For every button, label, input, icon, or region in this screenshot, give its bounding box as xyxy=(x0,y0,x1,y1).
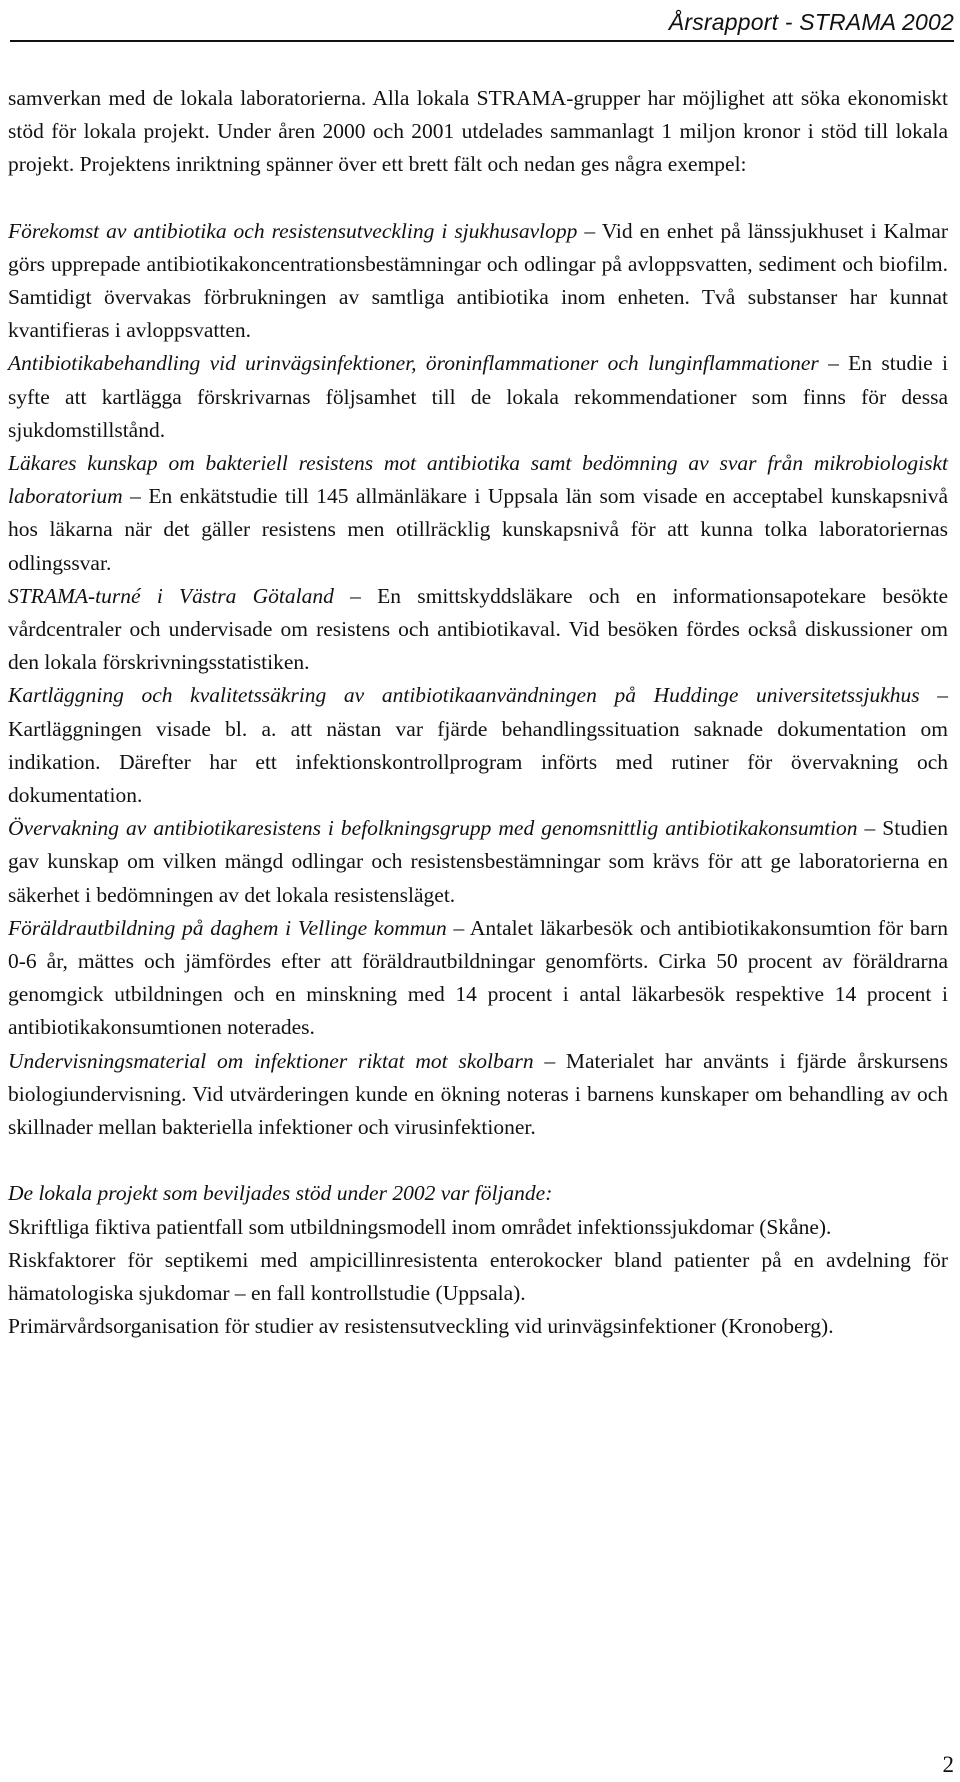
project-title: Undervisningsmaterial om infektioner riktat mot skolbarn xyxy=(8,1048,534,1073)
project-parent-education-paragraph xyxy=(8,912,948,1045)
main-content xyxy=(8,82,948,1343)
project-description: Studien gav kunskap om vilken mängd odlingar och resistensbestämningar som krävs för att ge laboratorierna en säkerhet i bedömningen av det lokala resistensläget. xyxy=(8,816,948,907)
paragraph-spacer xyxy=(8,1144,948,1177)
em-dash: – xyxy=(122,484,149,509)
project-description: En enkätstudie till 145 allmänläkare i Uppsala län som visade en acceptabel kunskapsnivå hos läkarna när det gäller resistens men otillräcklig kunskapsnivå för att kunna tolka laboratoriernas odlingssvar. xyxy=(8,484,948,575)
em-dash: – xyxy=(919,683,948,708)
em-dash: – xyxy=(533,1048,566,1073)
project-description: En smittskyddsläkare och en informationsapotekare besökte vårdcentraler och undervisade om resistens och antibiotikaval. Vid besöken fördes också diskussioner om den lokala förskrivningsstatistiken. xyxy=(8,583,948,675)
project-title: Kartläggning och kvalitetssäkring av antibiotikaanvändningen på Huddinge universitetssjukhus xyxy=(8,683,920,708)
funded-project-item: Riskfaktorer för septikemi med ampicillinresistenta enterokocker bland patienter på en avdelning för hämatologiska sjukdomar – en fall kontrollstudie (Uppsala). xyxy=(8,1247,948,1305)
project-kalmar-paragraph xyxy=(8,215,948,348)
intro-paragraph: samverkan med de lokala laboratorierna. Alla lokala STRAMA-grupper har möjlighet att söka ekonomiskt stöd för lokala projekt. Under åren 2000 och 2001 utdelades sammanlagt 1 miljon kronor i stöd till lokala projekt. Projektens inriktning spänner över ett brett fält och nedan ges några exempel: xyxy=(8,86,948,177)
paragraph-spacer xyxy=(8,182,948,215)
em-dash: – xyxy=(818,351,849,376)
project-prescription-paragraph xyxy=(8,347,948,447)
report-title: Årsrapport - STRAMA 2002 xyxy=(668,9,954,35)
project-surveillance-paragraph xyxy=(8,812,948,912)
em-dash: – xyxy=(333,583,378,608)
project-description: Materialet har använts i fjärde årskursens biologiundervisning. Vid utvärderingen kunde en ökning noteras i barnens kunskaper om behandling av och skillnader mellan bakteriella infektioner och virusinfektioner. xyxy=(8,1048,949,1140)
project-description: Antalet läkarbesök och antibiotikakonsumtion för barn 0-6 år, mättes och jämfördes efter att föräldrautbildningar genomförts. Cirka 50 procent av föräldrarna genomgick utbildningen och en minskning med 14 procent i antal läkarbesök respektive 14 procent i antibiotikakonsumtionen noterades. xyxy=(8,915,948,1040)
em-dash: – xyxy=(857,816,883,841)
page-header xyxy=(10,6,954,38)
funded-projects-heading: De lokala projekt som beviljades stöd under 2002 var följande: xyxy=(8,1181,553,1206)
project-description: En studie i syfte att kartlägga förskrivarnas följsamhet till de lokala rekommendationer som finns för dessa sjukdomstillstånd. xyxy=(8,351,949,442)
em-dash: – xyxy=(446,915,470,940)
project-title: Förekomst av antibiotika och resistensutveckling i sjukhusavlopp xyxy=(8,218,578,243)
project-description: Vid en enhet på länssjukhuset i Kalmar görs upprepade antibiotikakoncentrationsbestämningar och odlingar på avloppsvatten, sediment och biofilm. Samtidigt övervakas förbrukningen av samtliga antibiotika inom enheten. Två substanser har kunnat kvantifieras i avloppsvatten. xyxy=(8,218,948,343)
header-rule xyxy=(10,40,954,42)
project-survey-paragraph xyxy=(8,447,948,580)
project-huddinge-paragraph xyxy=(8,679,948,812)
project-title: Övervakning av antibiotikaresistens i befolkningsgrupp med genomsnittlig antibiotikakonsumtion xyxy=(8,816,858,841)
project-title: Antibiotikabehandling vid urinvägsinfektioner, öroninflammationer och lunginflammationer xyxy=(8,351,819,376)
page-number: 2 xyxy=(942,1752,954,1777)
project-title: Föräldrautbildning på daghem i Vellinge kommun xyxy=(8,915,447,940)
em-dash: – xyxy=(577,218,602,243)
funded-project-item: Primärvårdsorganisation för studier av resistensutveckling vid urinvägsinfektioner (Kronoberg). xyxy=(8,1314,834,1339)
project-school-material-paragraph xyxy=(8,1045,948,1145)
project-description: Kartläggningen visade bl. a. att nästan var fjärde behandlingssituation saknade dokumentation om indikation. Därefter har ett infektionskontrollprogram införts med rutiner för övervakning och dokumentation. xyxy=(8,716,948,808)
project-tour-paragraph xyxy=(8,580,948,680)
funded-project-item: Skriftliga fiktiva patientfall som utbildningsmodell inom området infektionssjukdomar (Skåne). xyxy=(8,1214,832,1239)
project-title: STRAMA-turné i Västra Götaland xyxy=(8,583,334,608)
project-title: Läkares kunskap om bakteriell resistens mot antibiotika samt bedömning av svar från mikrobiologiskt laboratorium xyxy=(8,451,948,509)
